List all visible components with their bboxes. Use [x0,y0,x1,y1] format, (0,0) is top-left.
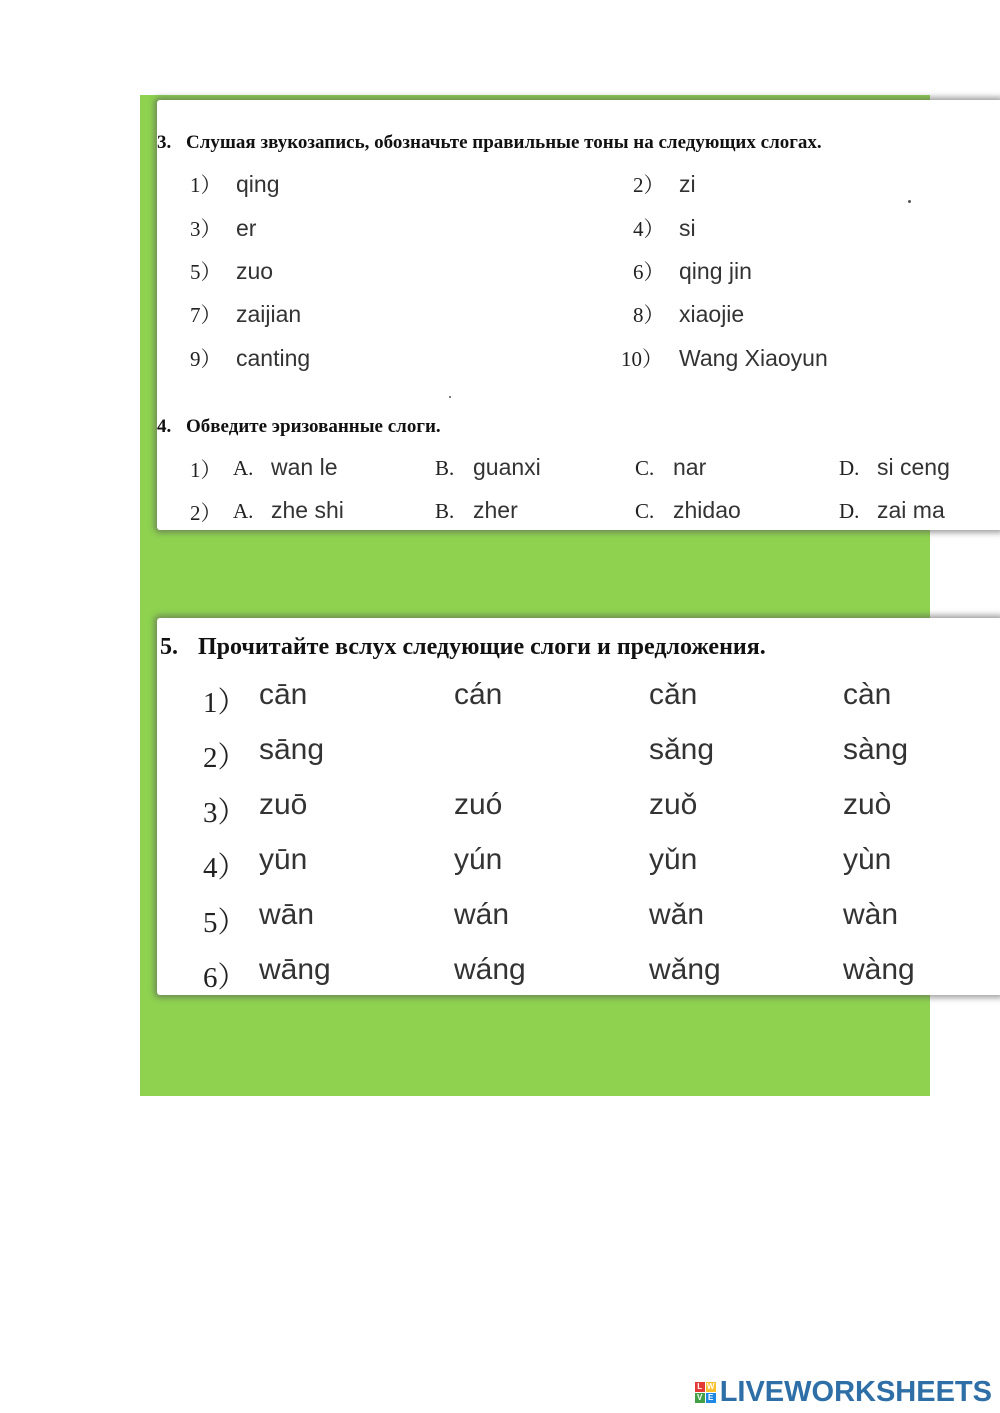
item-number: 1） [190,173,222,197]
s5-row-3-syllable-1: zuō [259,788,308,821]
s5-row-2-syllable-3: sǎng [649,733,715,766]
s5-row-1-syllable-2: cán [454,678,503,711]
s3-item-9 [190,343,310,373]
s5-row-1-number: 1） [203,687,247,719]
section3-heading [157,132,822,154]
s4-row-1-number [190,454,236,484]
s5-row-4-syllable-3: yǔn [649,843,698,876]
s5-row-3-syllable-4: zuò [843,788,892,821]
option-text: nar [673,454,707,480]
logo-letter: W [706,1382,715,1391]
item-text: zuo [236,258,274,284]
item-number: 6） [633,260,665,284]
scan-speck [449,396,451,398]
section4-heading [157,416,441,438]
item-number: 10） [621,347,663,371]
option-text: zher [473,497,518,523]
exercise-panel-bottom [157,618,1000,995]
s3-item-5 [190,256,273,286]
s3-item-2 [633,169,696,199]
option-letter: A. [233,456,254,480]
s5-row-4-syllable-4: yùn [843,843,892,876]
item-text: qing [236,171,280,197]
option-letter: C. [635,499,655,523]
option-letter: C. [635,456,655,480]
s5-row-3-syllable-2: zuó [454,788,503,821]
s3-item-7 [190,299,301,329]
logo-mark-icon [695,1382,716,1403]
option-letter: A. [233,499,254,523]
s3-item-1 [190,169,279,199]
s5-row-5-syllable-1: wān [259,898,315,931]
exercise-panel-top [157,100,1000,530]
s4-row-2-number [190,497,236,527]
s4-row-2-option-c[interactable] [635,497,741,524]
s5-row-4-syllable-1: yūn [259,843,308,876]
item-number: 7） [190,303,222,327]
option-text: si ceng [877,454,950,480]
item-number: 4） [633,217,665,241]
scan-speck [908,200,911,203]
s5-row-6-syllable-1: wāng [259,953,331,986]
s5-row-1-syllable-3: cǎn [649,678,698,711]
item-text: er [236,215,257,241]
s5-row-6-syllable-3: wǎng [649,953,721,986]
row-number: 2） [190,501,222,525]
s4-row-1-option-a[interactable] [233,454,337,481]
item-text: zi [679,171,696,197]
s3-item-10 [621,343,828,373]
s5-row-1-syllable-4: càn [843,678,892,711]
s4-row-1-option-b[interactable] [435,454,541,481]
section4-title: Обведите эризованные слоги. [186,416,441,437]
s5-row-6-syllable-2: wáng [454,953,526,986]
s4-row-1-option-d[interactable] [839,454,950,481]
option-letter: D. [839,499,860,523]
s5-row-2-number: 2） [203,742,247,774]
brand-name: LIVEWORKSHEETS [719,1376,992,1408]
item-text: canting [236,345,311,371]
s5-row-5-syllable-2: wán [454,898,510,931]
item-text: Wang Xiaoyun [679,345,828,371]
s4-row-2-option-d[interactable] [839,497,945,524]
item-number: 3） [190,217,222,241]
logo-letter: E [706,1393,716,1403]
s5-row-6-syllable-4: wàng [843,953,915,986]
s5-row-2-syllable-4: sàng [843,733,909,766]
item-text: zaijian [236,301,302,327]
option-letter: D. [839,456,860,480]
item-text: qing jin [679,258,752,284]
option-letter: B. [435,456,455,480]
option-letter: B. [435,499,455,523]
section4-number: 4. [157,416,172,437]
s5-row-5-syllable-3: wǎn [649,898,705,931]
s5-row-5-number: 5） [203,907,247,939]
liveworksheets-logo [695,1376,992,1409]
section5-number: 5. [160,634,178,660]
item-number: 9） [190,347,222,371]
s3-item-4 [633,213,696,243]
section5-title: Прочитайте вслух следующие слоги и предложения. [198,634,766,660]
section5-heading [160,634,766,661]
s5-row-3-syllable-3: zuǒ [649,788,698,821]
item-number: 5） [190,260,222,284]
s4-row-1-option-c[interactable] [635,454,706,481]
s5-row-5-syllable-4: wàn [843,898,899,931]
item-text: si [679,215,696,241]
section3-title: Слушая звукозапись, обозначьте правильные тоны на следующих слогах. [186,132,822,153]
s5-row-3-number: 3） [203,797,247,829]
s3-item-6 [633,256,752,286]
item-number: 8） [633,303,665,327]
s4-row-2-option-a[interactable] [233,497,344,524]
s5-row-1-syllable-1: cān [259,678,308,711]
logo-letter: V [695,1393,705,1403]
item-number: 2） [633,173,665,197]
option-text: zhidao [673,497,741,523]
row-number: 1） [190,458,222,482]
s3-item-8 [633,299,744,329]
item-text: xiaojie [679,301,745,327]
s5-row-4-number: 4） [203,852,247,884]
s5-row-6-number: 6） [203,962,247,994]
s4-row-2-option-b[interactable] [435,497,518,524]
section3-number: 3. [157,132,172,153]
option-text: wan le [271,454,338,480]
s5-row-4-syllable-2: yún [454,843,503,876]
logo-letter: L [695,1382,705,1392]
option-text: guanxi [473,454,541,480]
s3-item-3 [190,213,256,243]
s5-row-2-syllable-1: sāng [259,733,325,766]
option-text: zai ma [877,497,945,523]
option-text: zhe shi [271,497,344,523]
